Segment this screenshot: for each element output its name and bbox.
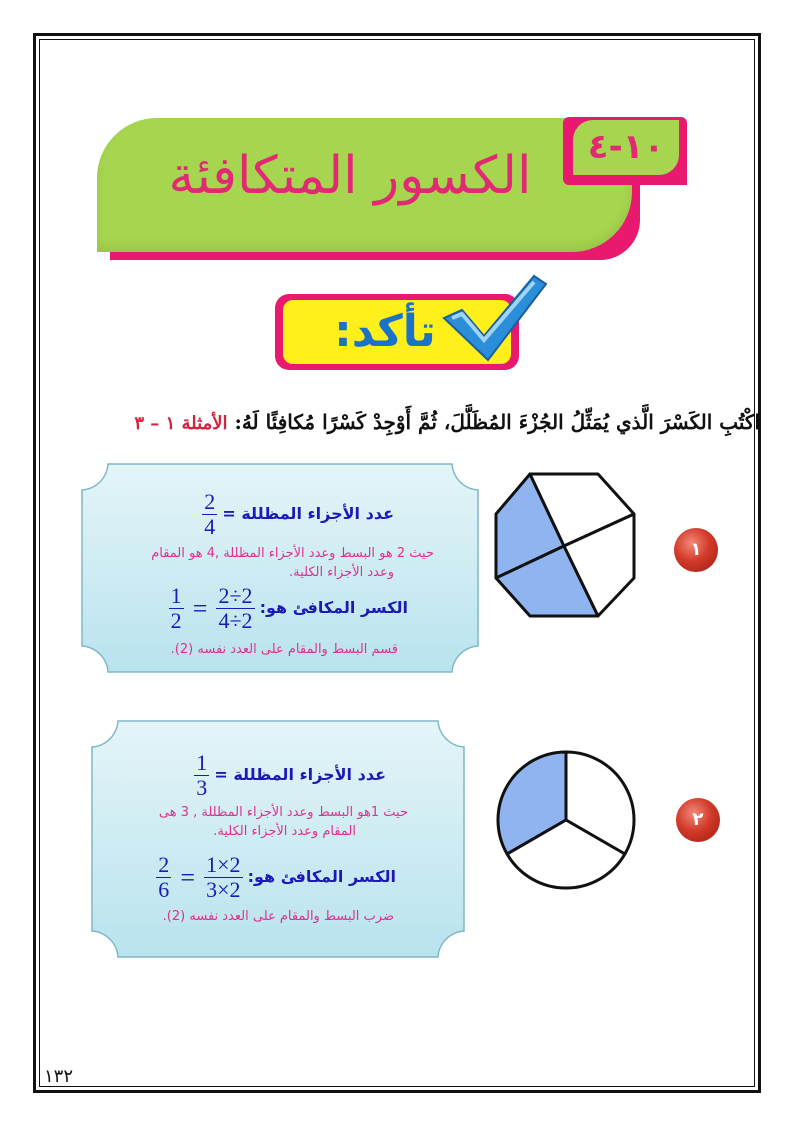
explanation-line-2: وعدد الأجزاء الكلية. — [289, 565, 394, 580]
octagon-figure — [492, 470, 638, 620]
equals-sign: = — [180, 862, 196, 892]
result-fraction — [169, 584, 184, 633]
equivalent-label: الكسر المكافئ هو: — [247, 867, 396, 886]
lesson-number: ١٠-٤ — [573, 120, 679, 175]
lesson-title: الكسور المتكافئة — [168, 146, 532, 206]
fraction-denominator: 4 — [204, 514, 216, 539]
fraction-denominator: 2×3 — [206, 877, 241, 902]
fraction-numerator: 2÷2 — [218, 583, 253, 608]
explanation-line-1: حيث 1هو البسط وعدد الأجزاء المظللة , 3 هى — [158, 805, 408, 820]
page-number: ١٣٢ — [44, 1066, 74, 1087]
calc-fraction — [216, 584, 254, 633]
fraction-numerator: 2 — [158, 852, 170, 877]
examples-reference: الأمثلة ١ – ٣ — [134, 413, 228, 434]
explanation-line-2: المقام وعدد الأجزاء الكلية. — [213, 824, 356, 839]
confirm-heading: تأكد: — [334, 306, 436, 357]
operation-note: قسم البسط والمقام على العدد نفسه (2). — [170, 642, 398, 657]
circle-figure — [494, 748, 638, 892]
fraction-numerator: 2×1 — [206, 852, 241, 877]
shaded-fraction — [202, 490, 217, 539]
shaded-count-row — [202, 490, 394, 539]
answer-card-1 — [80, 462, 480, 674]
exercise-number-badge-1: ١ — [674, 528, 718, 572]
fraction-denominator: 3 — [196, 775, 208, 800]
fraction-denominator: 2 — [170, 608, 182, 633]
checkmark-icon — [438, 270, 548, 365]
fraction-denominator: 2÷4 — [218, 608, 253, 633]
fraction-numerator: 1 — [196, 750, 208, 775]
instruction-text: اكْتُبِ الكَسْرَ الَّذي يُمَثِّلُ الجُزْءَ المُظَلَّلَ، ثُمَّ أَوْجِدْ كَسْرًا مُكافِئًا لَهُ: — [234, 410, 760, 434]
equivalent-label: الكسر المكافئ هو: — [259, 598, 408, 617]
shaded-fraction — [194, 751, 209, 800]
equivalent-row — [169, 584, 408, 633]
fraction-denominator: 6 — [158, 877, 170, 902]
operation-note: ضرب البسط والمقام على العدد نفسه (2). — [162, 909, 394, 924]
result-fraction — [156, 853, 171, 902]
answer-card-2 — [90, 719, 466, 959]
instruction-line — [90, 410, 760, 434]
shaded-label: عدد الأجزاء المظللة = — [222, 504, 394, 523]
explanation-line-1: حيث 2 هو البسط وعدد الأجزاء المظللة ,4 هو المقام — [151, 546, 434, 561]
fraction-numerator: 1 — [170, 583, 182, 608]
exercise-number-badge-2: ٢ — [676, 798, 720, 842]
equivalent-row — [156, 853, 396, 902]
equals-sign: = — [192, 593, 208, 623]
shaded-count-row — [194, 751, 386, 800]
fraction-numerator: 2 — [204, 489, 216, 514]
calc-fraction — [204, 853, 242, 902]
shaded-label: عدد الأجزاء المظللة = — [214, 765, 386, 784]
